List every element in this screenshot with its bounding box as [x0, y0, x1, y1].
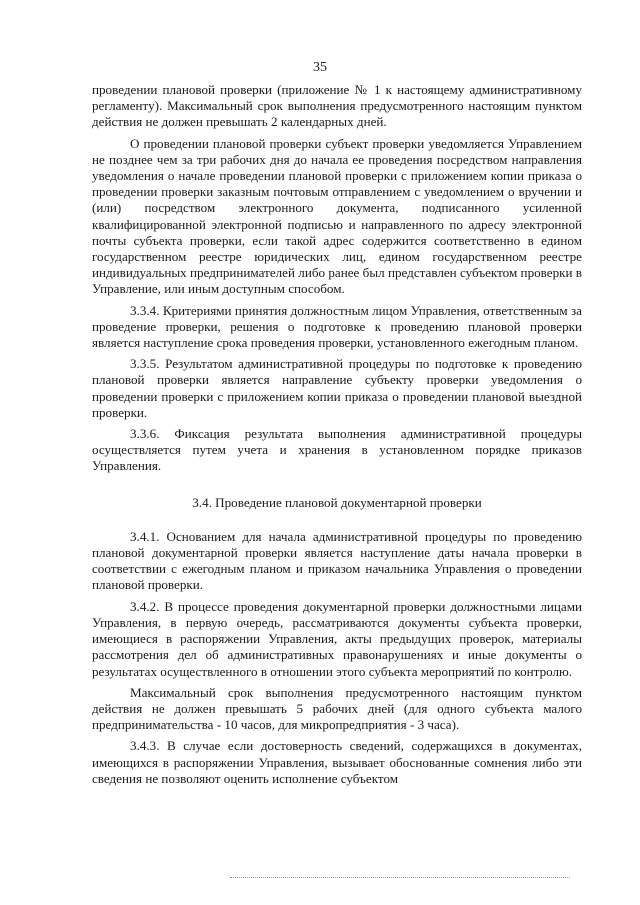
document-body [92, 82, 582, 792]
paragraph-notification: О проведении плановой проверки субъект проверки уведомляется Управлением не позднее чем за три рабочих дня до начала ее проведения посредством направления уведомления о начале проведении плановой проверки с приложением копии приказа о проведении проверки заказным почтовым отправлением с уведомлением о вручении и (или) посредством электронного документа, подписанного усиленной квалифицированной электронной подписью и направленного по адресу электронной почты субъекта проверки, если такой адрес содержится соответственно в едином государственном реестре юридических лиц, едином государственном реестре индивидуальных предпринимателей либо ранее был представлен субъектом проверки в Управление, или иным доступным способом. [92, 135, 582, 297]
paragraph-3-3-6: 3.3.6. Фиксация результата выполнения административной процедуры осуществляется путем учета и хранения в установленном порядке приказов Управления. [92, 426, 582, 474]
section-heading: 3.4. Проведение плановой документарной проверки [192, 494, 482, 510]
paragraph-3-4-1: 3.4.1. Основанием для начала административной процедуры по проведению плановой документарной проверки является наступление даты начала проверки в соответствии с ежегодным планом и приказом начальника Управления о проведении плановой проверки. [92, 528, 582, 593]
paragraph-3-4-3: 3.4.3. В случае если достоверность сведений, содержащихся в документах, имеющихся в распоряжении Управления, вызывает обоснованные сомнения либо эти сведения не позволяют оценить исполнение субъектом [92, 738, 582, 786]
page-number: 35 [313, 60, 327, 75]
paragraph-continuation: проведении плановой проверки (приложение № 1 к настоящему административному регламенту). Максимальный срок выполнения предусмотренного настоящим пунктом действия не должен превышать 2 календарных дней. [92, 82, 582, 130]
paragraph-3-3-4: 3.3.4. Критериями принятия должностным лицом Управления, ответственным за проведение проверки, решения о подготовке к проведению плановой проверки является наступление срока проведения проверки, установленного ежегодным планом. [92, 302, 582, 351]
paragraph-max-term: Максимальный срок выполнения предусмотренного настоящим пунктом действия не должен превышать 5 рабочих дней (для одного субъекта малого предпринимательства - 10 часов, для микропредприятия - 3 часа). [92, 684, 582, 733]
paragraph-3-4-2: 3.4.2. В процессе проведения документарной проверки должностными лицами Управления, в первую очередь, рассматриваются документы субъекта проверки, имеющиеся в распоряжении Управления, акты предыдущих проверок, материалы рассмотрения дел об административных правонарушениях и иные документы о результатах осуществленного в отношении этого субъекта мероприятий по контролю. [92, 598, 582, 679]
paragraph-3-3-5: 3.3.5. Результатом административной процедуры по подготовке к проведению плановой проверки является направление субъекту проверки уведомления о проведении проверки с приложением копии приказа о проведении плановой выездной проверки. [92, 356, 582, 420]
scan-artifact-line [230, 877, 570, 878]
